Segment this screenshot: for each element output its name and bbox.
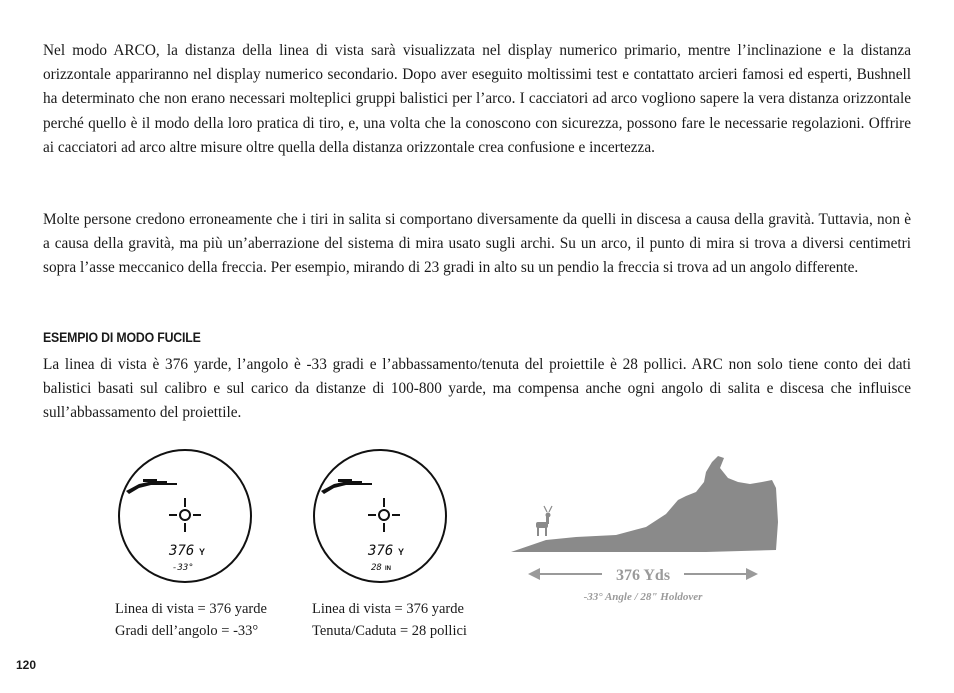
secondary-unit-label: IN (385, 566, 391, 572)
caption-line: Linea di vista = 376 yarde (312, 601, 464, 617)
deer-icon (536, 506, 552, 536)
section-heading: ESEMPIO DI MODO FUCILE (43, 329, 201, 345)
primary-distance-readout: 376 (169, 543, 195, 559)
secondary-holdover-readout: 28 (371, 563, 382, 573)
downhill-shot-illustration (506, 452, 782, 612)
scope-view-holdover (312, 448, 448, 584)
scope1-caption (115, 598, 267, 642)
scope-view-angle (117, 448, 253, 584)
paragraph-arc-mode: Nel modo ARCO, la distanza della linea di vista sarà visualizzata nel display numerico primario, mentre l’inclinazione e la distanza orizzontale appariranno nel display numerico secondario. Dopo aver eseguito moltissimi test e contattato arcieri famosi ed esperti, Bushnell ha determinato che non erano necessari molteplici gruppi balistici per l’arco. I cacciatori ad arco vogliono sapere la vera distanza orizzontale perché quello è il modo della loro pratica di tiro, e, una volta che la conoscono con sicurezza, possono fare le necessarie regolazioni. Offrire ai cacciatori ad arco altre misure oltre quella della distanza orizzontale crea confusione e incertezza. (43, 42, 911, 156)
scope2-caption (312, 598, 467, 642)
paragraph-gravity-misconception: Molte persone credono erroneamente che i tiri in salita si comportano diversamente da quelli in discesa a causa della gravità. Tuttavia, non è a causa della gravità, ma più un’aberrazione del sistema di mira usato sugli archi. Su un arco, il punto di mira si trova a diversi centimetri sopra l’asse meccanico della freccia. Per esempio, mirando di 23 gradi in alto su un pendio la freccia si trova ad un angolo differente. (43, 211, 911, 277)
caption-line: Linea di vista = 376 yarde (115, 601, 267, 617)
caption-line: Tenuta/Caduta = 28 pollici (312, 623, 467, 639)
distance-label: 376 Yds (615, 567, 671, 584)
paragraph-rifle-mode-example: La linea di vista è 376 yarde, l’angolo è -33 gradi e l’abbassamento/tenuta del proiettile è 28 pollici. ARC non solo tiene conto dei dati balistici basati sul calibro e sul carico da distanze di 100-800 yarde, ma compensa anche ogni angolo di salita e discesa che influisce sull’abbassamento del proiettile. (43, 356, 911, 422)
primary-distance-readout: 376 (368, 543, 394, 559)
page-number: 120 (16, 658, 37, 672)
caption-line: Gradi dell’angolo = -33° (115, 623, 259, 639)
secondary-angle-readout: -33° (172, 563, 194, 573)
terrain-silhouette (511, 456, 778, 552)
primary-unit-label: Y (398, 547, 405, 557)
angle-holdover-label: -33° Angle / 28" Holdover (583, 591, 703, 603)
primary-unit-label: Y (199, 547, 206, 557)
